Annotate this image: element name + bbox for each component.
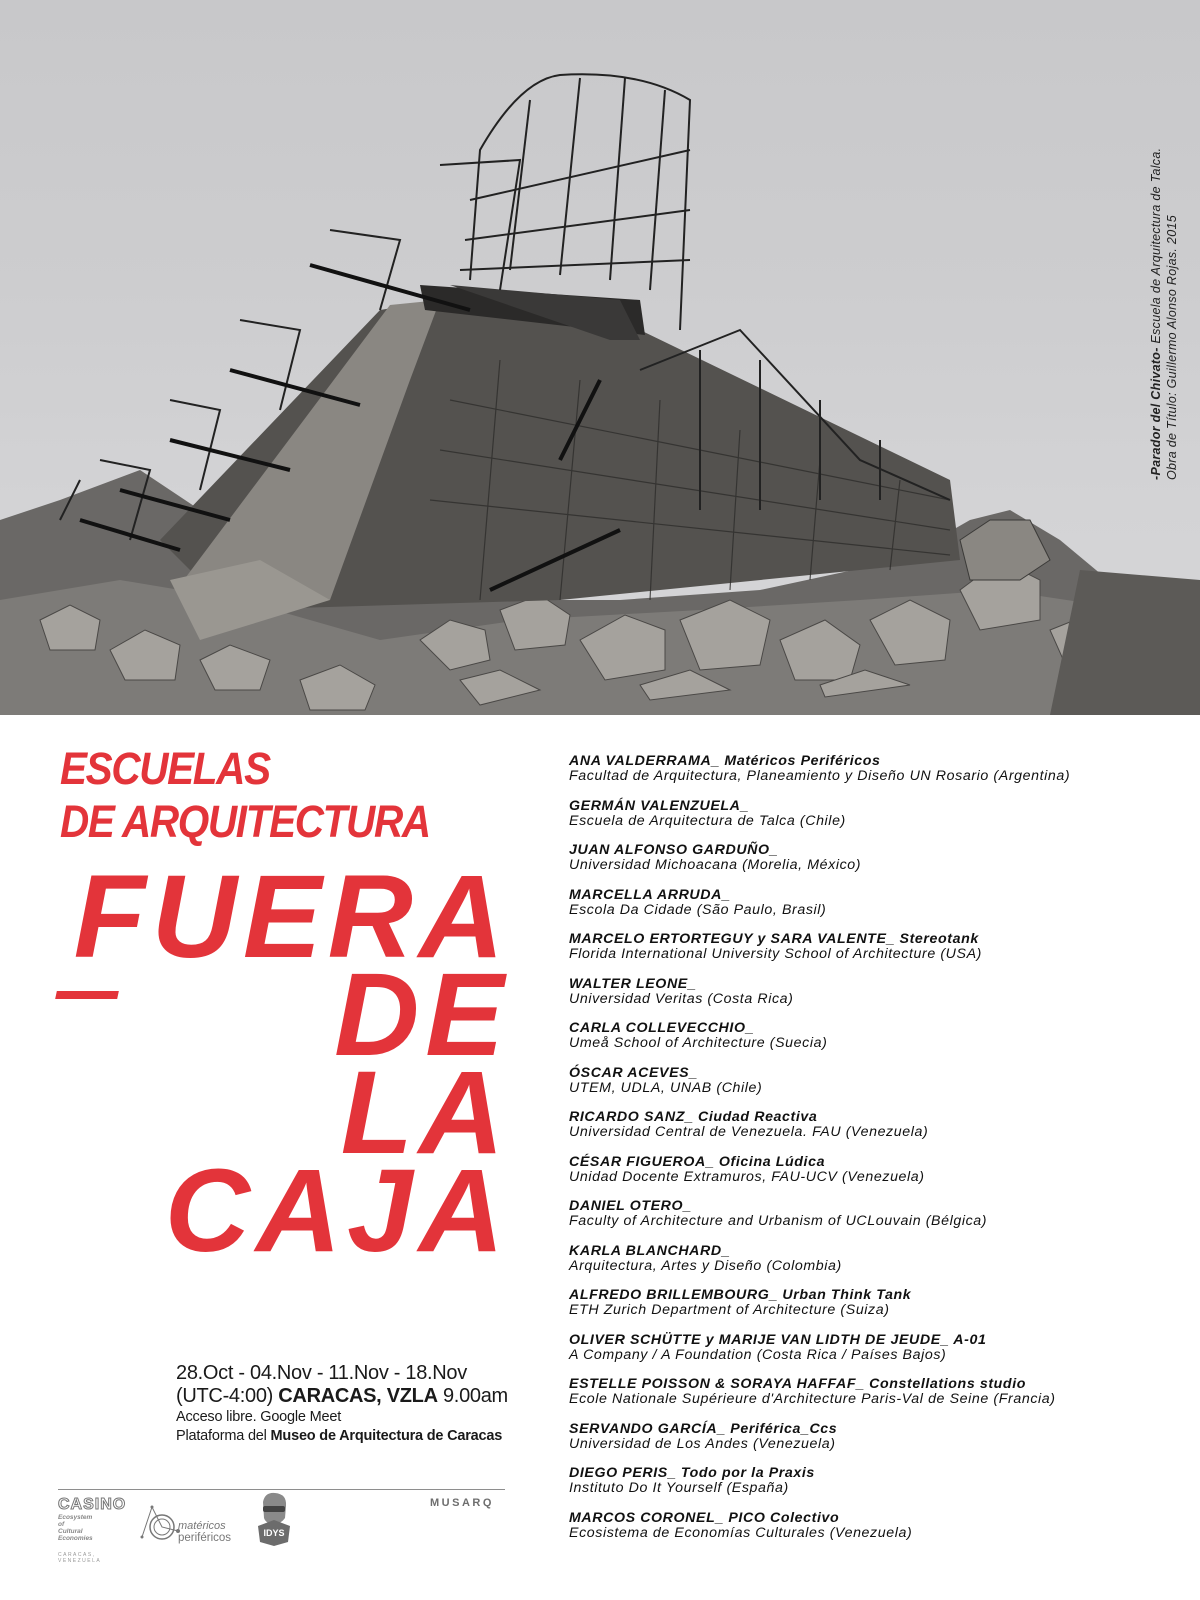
speaker-entry [569,977,1169,1022]
speaker-entry [569,1333,1169,1378]
speaker-affiliation: Escola Da Cidade (São Paulo, Brasil) [569,901,827,918]
speaker-name: JUAN ALFONSO GARDUÑO_ [569,842,779,858]
speaker-affiliation: Universidad Veritas (Costa Rica) [569,990,794,1007]
casino-logo-sub: Cultural [58,1528,83,1535]
speaker-entry [569,1199,1169,1244]
hero-photo [0,0,1200,715]
title-schools [60,742,474,848]
speaker-affiliation: Instituto Do It Yourself (España) [569,1480,789,1496]
speaker-entry [569,1244,1169,1289]
speaker-affiliation: Unidad Docente Extramuros, FAU-UCV (Venezuela) [569,1168,925,1185]
musarq-logo: MUSARQ [430,1497,494,1509]
casino-logo-sub: of [58,1521,65,1528]
caption-credit: Obra de Título: Guillermo Alonso Rojas. 2015 [1165,215,1179,480]
speaker-affiliation: Umeå School of Architecture (Suecia) [569,1035,828,1051]
speaker-name: GERMÁN VALENZUELA_ [569,797,750,814]
title-line-arquitectura: DE ARQUITECTURA [60,796,430,847]
speaker-name: ÓSCAR ACEVES_ [569,1064,698,1081]
speaker-entry [569,843,1169,888]
structure-illustration [0,0,1200,715]
idys-logo [255,1490,293,1546]
casino-logo-name: CASINO [58,1496,127,1513]
title-word-fuera: FUERA [73,851,510,983]
speaker-name: DIEGO PERIS_ Todo por la Praxis [569,1465,815,1481]
casino-logo-sub: Ecosystem [58,1514,93,1521]
speaker-affiliation: Arquitectura, Artes y Diseño (Colombia) [569,1257,842,1274]
caption-project-name: -Parador del Chivato- [1149,347,1163,480]
event-platform [176,1427,516,1446]
speaker-entry [569,799,1169,844]
speaker-affiliation: UTEM, UDLA, UNAB (Chile) [569,1079,763,1096]
speaker-entry [569,1422,1169,1467]
speaker-entry [569,1377,1169,1422]
speaker-name: CÉSAR FIGUEROA_ Oficina Lúdica [569,1153,826,1170]
title-fuera-de-la-caja [40,851,510,1277]
speaker-entry [569,1466,1169,1511]
title-word-caja: CAJA [164,1145,510,1277]
title-line-escuelas: ESCUELAS [60,743,270,794]
casino-logo-city: CARACAS, VENEZUELA [58,1552,102,1564]
speaker-name: MARCOS CORONEL_ PICO Colectivo [569,1509,840,1526]
speaker-name: WALTER LEONE_ [569,975,697,992]
platform-prefix: Plataforma del [176,1428,267,1444]
platform-name: Museo de Arquitectura de Caracas [270,1428,503,1444]
speaker-entry [569,932,1169,977]
matericos-logo-line1: matéricos [178,1520,226,1532]
title-word-de: DE [334,949,510,1081]
speaker-name: SERVANDO GARCÍA_ Periférica_Ccs [569,1420,838,1437]
idys-logo-icon [255,1490,293,1546]
casino-logo [58,1496,128,1564]
event-time-place [176,1384,516,1408]
speaker-affiliation: Universidad Michoacana (Morelia, México) [569,857,862,873]
photo-caption [1148,148,1180,480]
speaker-name: ALFREDO BRILLEMBOURG_ Urban Think Tank [569,1287,912,1303]
speaker-affiliation: Ecosistema de Economías Culturales (Venezuela) [569,1524,913,1541]
speaker-name: KARLA BLANCHARD_ [569,1242,731,1259]
event-info [176,1362,516,1446]
speaker-affiliation: ETH Zurich Department of Architecture (Suiza) [569,1302,890,1318]
speaker-name: DANIEL OTERO_ [569,1198,692,1214]
speaker-affiliation: Florida International University School of Architecture (USA) [569,946,982,962]
event-time: 9.00am [442,1385,508,1407]
speaker-entry [569,754,1169,799]
speaker-affiliation: Faculty of Architecture and Urbanism of UCLouvain (Bélgica) [569,1213,988,1229]
speaker-entry [569,1110,1169,1155]
speaker-entry [569,888,1169,933]
event-timezone: (UTC-4:00) [176,1385,274,1407]
speaker-name: RICARDO SANZ_ Ciudad Reactiva [569,1109,818,1125]
matericos-logo-line2: periféricos [178,1532,232,1544]
speaker-affiliation: Facultad de Arquitectura, Planeamiento y Diseño UN Rosario (Argentina) [569,768,1071,784]
speaker-list [569,754,1169,1555]
speaker-affiliation: Universidad de Los Andes (Venezuela) [569,1435,836,1452]
speaker-entry [569,1021,1169,1066]
speaker-affiliation: A Company / A Foundation (Costa Rica / Países Bajos) [569,1346,947,1363]
speaker-affiliation: Universidad Central de Venezuela. FAU (Venezuela) [569,1124,929,1140]
speaker-name: OLIVER SCHÜTTE y MARIJE VAN LIDTH DE JEUDE_ A-01 [569,1331,987,1348]
event-dates: 28.Oct - 04.Nov - 11.Nov - 18.Nov [176,1362,467,1384]
event-access: Acceso libre. Google Meet [176,1409,342,1425]
speaker-name: MARCELO ERTORTEGUY y SARA VALENTE_ Stereotank [569,931,979,947]
matericos-perifericos-logo [138,1503,233,1551]
speaker-affiliation: Escuela de Arquitectura de Talca (Chile) [569,812,846,829]
speaker-name: MARCELLA ARRUDA_ [569,886,731,903]
speaker-entry [569,1511,1169,1556]
casino-logo-sub: Economies [58,1535,93,1542]
speaker-entry [569,1155,1169,1200]
idys-logo-text: IDYS [263,1528,285,1538]
speaker-affiliation: Ecole Nationale Supérieure d'Architecture Paris-Val de Seine (Francia) [569,1391,1056,1407]
speaker-entry [569,1288,1169,1333]
event-city: CARACAS, VZLA [278,1385,438,1407]
speaker-entry [569,1066,1169,1111]
speaker-name: CARLA COLLEVECCHIO_ [569,1020,755,1036]
speaker-name: ANA VALDERRAMA_ Matéricos Periféricos [569,753,881,769]
caption-school: Escuela de Arquitectura de Talca. [1149,147,1163,348]
title-word-la: LA [340,1047,510,1179]
speaker-name: ESTELLE POISSON & SORAYA HAFFAF_ Constellations studio [569,1376,1027,1392]
